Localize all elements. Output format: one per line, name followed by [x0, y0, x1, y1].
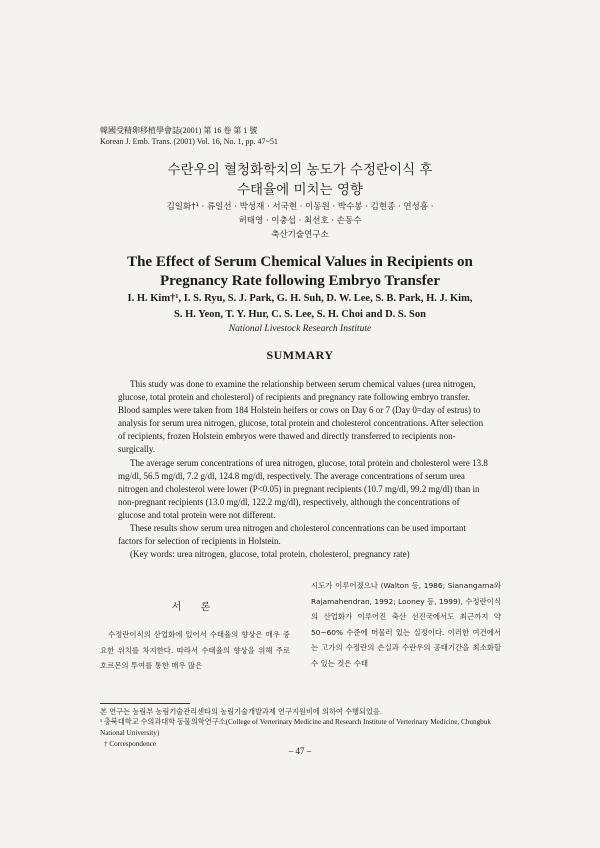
english-authors-line-2: S. H. Yeon, T. Y. Hur, C. S. Lee, S. H. Choi and D. S. Son	[174, 309, 426, 320]
footnote-correspondence: † Correspondence	[104, 740, 157, 748]
abstract-paragraph-2: The average serum concentrations of urea nitrogen, glucose, total protein and cholesterol were 13.8 mg/dl, 56.5 mg/dl, 7.2 g/dl, 124.8 mg/dl, respectively. The average concentrations of serum urea nitrogen and cholesterol were lower (P<0.05) in pregnant recipients (10.7 mg/dl, 99.2 mg/dl) than in non-pregnant recipients (13.0 mg/dl, 122.2 mg/dl), respectively, although the concentrations of glucose and total protein were not different.	[118, 457, 488, 520]
introduction-heading: 서 론	[171, 602, 219, 613]
korean-authors-line-2: 허태영 · 이충섭 · 최선호 · 손동수	[238, 216, 362, 226]
abstract-paragraph-1: This study was done to examine the relationship between serum chemical values (urea nitrogen, glucose, total protein and cholesterol) of recipients and pregnancy rate following embryo transfer. Blood samples were taken from 184 Holstein heifers or cows on Day 6 or 7 (Day 0=day of estrus) to analysis for serum urea nitrogen, glucose, total protein and cholesterol concentrations. After selection of recipients, frozen Holstein embryos were thawed and directly transferred to recipients non-surgically.	[118, 379, 484, 455]
korean-title-line-1: 수란우의 혈청화학치의 농도가 수정란이식 후	[167, 162, 433, 178]
journal-english-citation: Korean J. Emb. Trans. (2001) Vol. 16, No. 1, pp. 47~51	[100, 136, 278, 146]
institute-name: National Livestock Research Institute	[228, 324, 372, 334]
english-authors-line-1: I. H. Kim†¹, I. S. Ryu, S. J. Park, G. H. Suh, D. W. Lee, S. B. Park, H. J. Kim,	[127, 293, 473, 304]
summary-heading: SUMMARY	[266, 348, 334, 362]
abstract-keywords: (Key words: urea nitrogen, glucose, total protein, cholesterol, pregnancy rate)	[130, 549, 410, 560]
left-column-text: 수정란이식의 산업화에 있어서 수태율의 향상은 매우 중요한 위치를 차지한다. 따라서 수태율의 향상을 위해 주로 호르몬의 투여를 통한 매우 많은	[100, 630, 290, 671]
english-title-line-2: Pregnancy Rate following Embryo Transfer	[160, 273, 440, 289]
right-column	[311, 578, 501, 672]
footnote-divider	[100, 703, 190, 704]
footnote-funding: 본 연구는 농림부 농림기술관리센타의 농림기술개발과제 연구지원비에 의하여 수행되었음.	[100, 707, 383, 716]
footnote-affiliation: ¹ 충북대학교 수의과대학 동물의학연구소(College of Verterinary Medicine and Research Institute of Verterinary Medicine, Chungbuk National University)	[100, 718, 491, 737]
korean-authors-line-1: 김일화†¹ · 류일선 · 박성재 · 서국현 · 이동원 · 박수봉 · 김현종 · 연성흠 ·	[166, 202, 434, 212]
abstract	[118, 378, 488, 561]
english-title-line-1: The Effect of Serum Chemical Values in Recipients on	[127, 254, 473, 270]
abstract-paragraph-3: These results show serum urea nitrogen and cholesterol concentrations can be used important factors for selection of recipients in Holstein.	[118, 523, 466, 547]
korean-title-line-2: 수태율에 미치는 영향	[237, 182, 363, 198]
right-column-text: 시도가 이루어졌으나 (Walton 등, 1986; Sianangama와 Rajamahendran, 1992; Looney 등, 1999), 수정란이식의 산업화가 이루어진 축산 선진국에서도 최근까지 약 50~60% 수준에 머물러 있는 실정이다. 이러한 여건에서는 고가의 수정란의 손실과 수란우의 공태기간을 최소화할 수 있는 것은 수태	[311, 581, 501, 668]
korean-affiliation: 축산기술연구소	[271, 230, 329, 240]
page-number: – 47 –	[288, 746, 312, 756]
journal-citation	[100, 126, 278, 147]
left-column	[100, 578, 290, 674]
journal-korean-citation: 韓國受精卵移植學會誌(2001) 第 16 卷 第 1 號	[100, 126, 258, 135]
